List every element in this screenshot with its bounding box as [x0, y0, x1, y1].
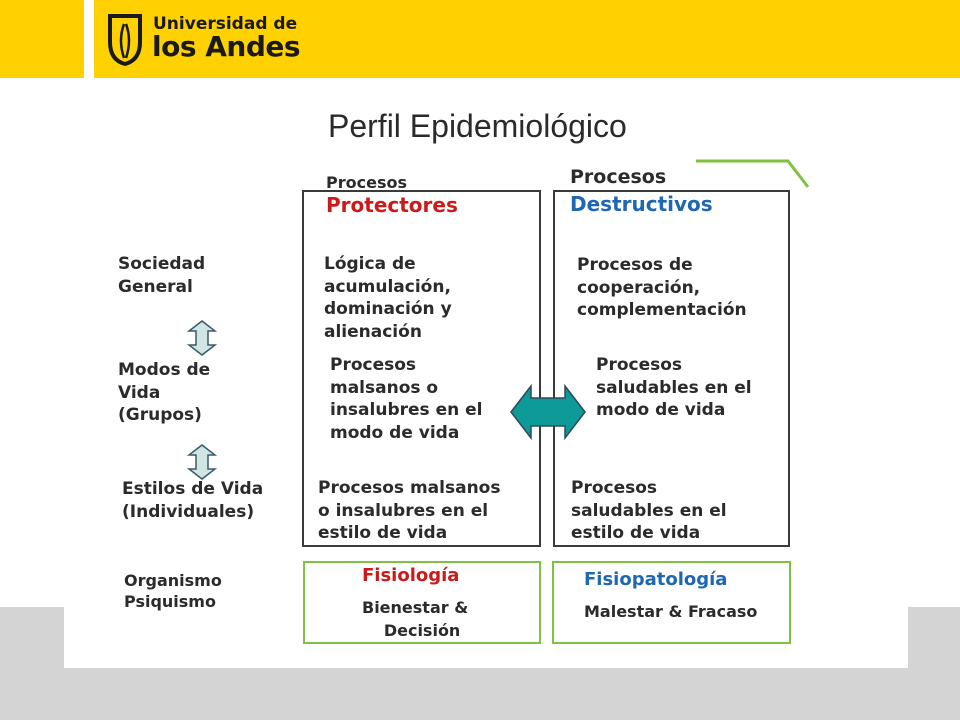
protectores-block-modo: Procesos malsanos o insalubres en el modo de vida: [330, 355, 483, 443]
logo-text-top: Universidad de: [153, 14, 298, 34]
fisiopatologia-text: Malestar & Fracaso: [584, 602, 758, 621]
vertical-double-arrow-icon: [187, 318, 217, 358]
protectores-heading: Protectores: [326, 193, 458, 217]
destructivos-heading: Destructivos: [570, 192, 713, 216]
label-organismo-psiquismo: Organismo Psiquismo: [124, 571, 222, 611]
protectores-block-estilo: Procesos malsanos o insalubres en el estilo de vida: [318, 478, 501, 543]
protectores-block-logica: Lógica de acumulación, dominación y alienación: [324, 254, 452, 342]
university-logo: [104, 12, 301, 66]
decorative-green-line: [690, 155, 820, 195]
fisiopatologia-title: Fisiopatología: [584, 569, 728, 590]
slide-title: Perfil Epidemiológico: [328, 108, 627, 144]
horizontal-double-arrow-icon: [508, 382, 588, 442]
protectores-heading-top: Procesos: [326, 173, 407, 192]
destructivos-block-modo: Procesos saludables en el modo de vida: [596, 355, 752, 420]
destructivos-block-estilo: Procesos saludables en el estilo de vida: [571, 478, 727, 543]
fisiologia-title: Fisiología: [362, 565, 460, 586]
header-banner-left: [0, 0, 84, 78]
label-modos-de-vida: Modos de Vida (Grupos): [118, 360, 211, 425]
vertical-double-arrow-icon: [187, 442, 217, 482]
label-estilos-de-vida: Estilos de Vida (Individuales): [122, 479, 264, 522]
label-sociedad-general: Sociedad General: [118, 254, 206, 297]
destructivos-heading-top: Procesos: [570, 166, 667, 188]
logo-text-bottom: los Andes: [152, 30, 301, 63]
university-logo-icon: [104, 12, 146, 66]
fisiologia-text: Bienestar & Decisión: [362, 598, 469, 640]
destructivos-block-cooperacion: Procesos de cooperación, complementación: [577, 255, 747, 320]
